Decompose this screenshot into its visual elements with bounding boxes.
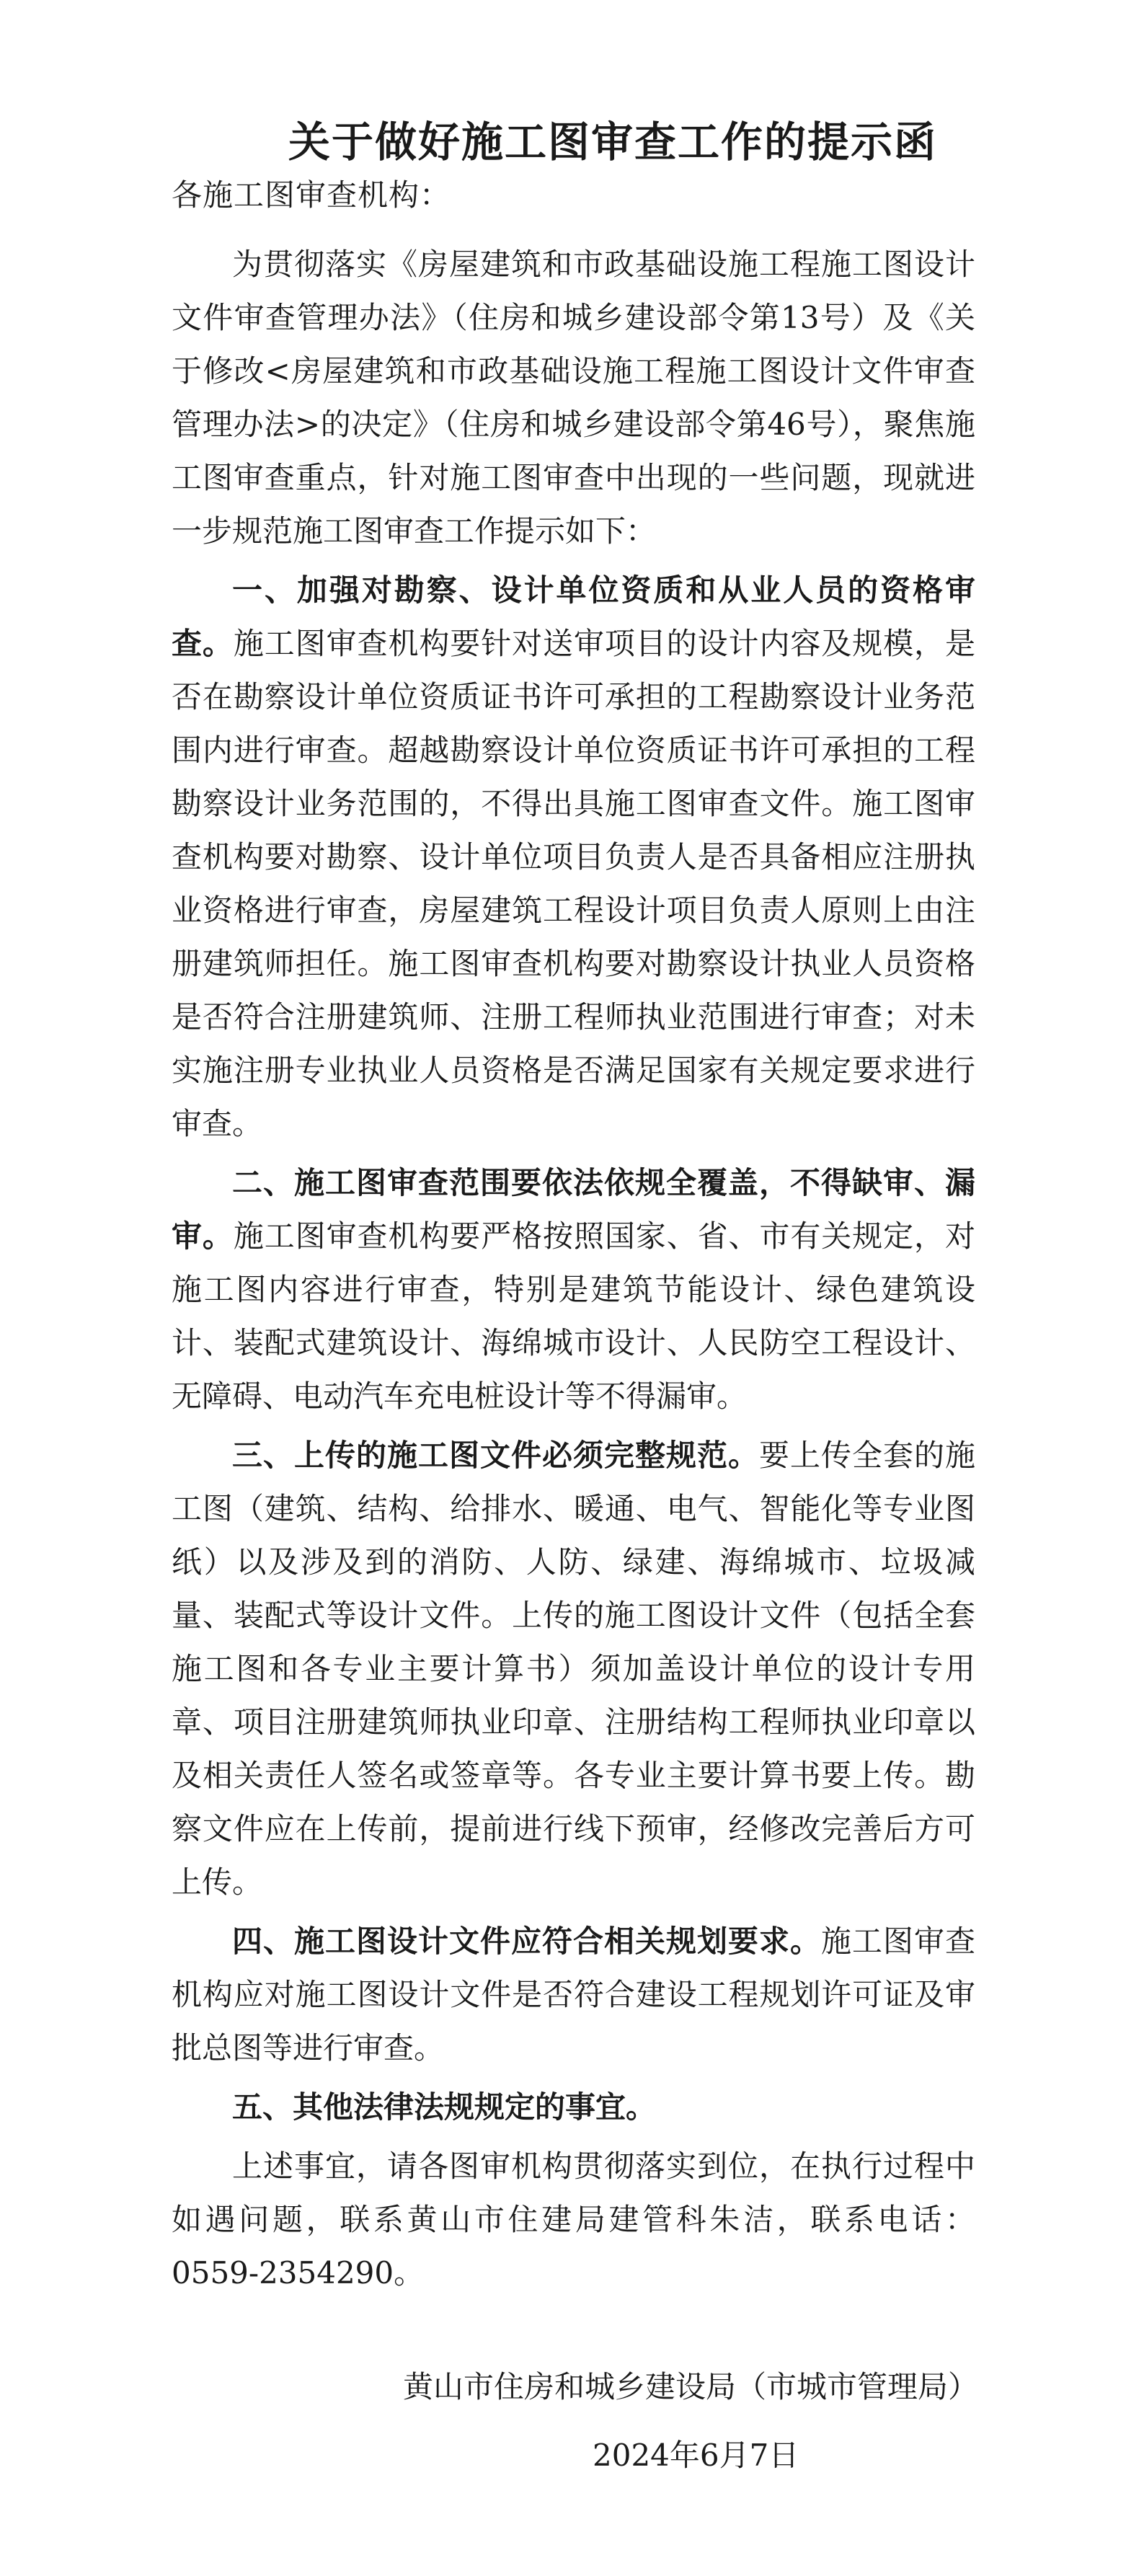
issue-date: 2024年6月7日 xyxy=(593,2438,799,2473)
section-paragraph-3 xyxy=(172,1429,975,1909)
document-title: 关于做好施工图审查工作的提示函 xyxy=(288,118,938,167)
section-text-2: 施工图审查机构要严格按照国家、省、市有关规定，对施工图内容进行审查，特别是建筑节能设计、绿色建筑设计、装配式建筑设计、海绵城市设计、人民防空工程设计、无障碍、电动汽车充电桩设计等不得漏审。 xyxy=(172,1218,975,1414)
section-paragraph-1 xyxy=(172,564,975,1151)
issuer-signature: 黄山市住房和城乡建设局（市城市管理局） xyxy=(402,2369,978,2404)
section-text-1: 施工图审查机构要针对送审项目的设计内容及规模，是否在勘察设计单位资质证书许可承担的工程勘察设计业务范围内进行审查。超越勘察设计单位资质证书许可承担的工程勘察设计业务范围的，不得出具施工图审查文件。施工图审查机构要对勘察、设计单位项目负责人是否具备相应注册执业资格进行审查，房屋建筑工程设计项目负责人原则上由注册建筑师担任。施工图审查机构要对勘察设计执业人员资格是否符合注册建筑师、注册工程师执业范围进行审查；对未实施注册专业执业人员资格是否满足国家有关规定要求进行审查。 xyxy=(172,626,975,1141)
section-heading-5: 五、其他法律法规规定的事宜。 xyxy=(232,2089,657,2125)
closing-paragraph: 上述事宜，请各图审机构贯彻落实到位，在执行过程中如遇问题，联系黄山市住建局建管科朱洁，联系电话：0559-2354290。 xyxy=(172,2148,975,2290)
section-paragraph-5 xyxy=(172,2081,975,2134)
intro-paragraph: 为贯彻落实《房屋建筑和市政基础设施工程施工图设计文件审查管理办法》（住房和城乡建设部令第13号）及《关于修改<房屋建筑和市政基础设施工程施工图设计文件审查管理办法>的决定》（住房和城乡建设部令第46号），聚焦施工图审查重点，针对施工图审查中出现的一些问题，现就进一步规范施工图审查工作提示如下： xyxy=(172,247,975,549)
section-heading-4: 四、施工图设计文件应符合相关规划要求。 xyxy=(232,1924,821,1959)
section-text-4: 施工图审查机构应对施工图设计文件是否符合建设工程规划许可证及审批总图等进行审查。 xyxy=(172,1924,975,2066)
section-heading-2: 二、施工图审查范围要依法依规全覆盖，不得缺审、漏审。 xyxy=(172,1165,975,1254)
section-paragraph-2 xyxy=(172,1156,975,1423)
section-heading-1: 一、加强对勘察、设计单位资质和从业人员的资格审查。 xyxy=(172,572,975,661)
document-body xyxy=(172,238,975,2300)
section-text-3: 要上传全套的施工图（建筑、结构、给排水、暖通、电气、智能化等专业图纸）以及涉及到的消防、人防、绿建、海绵城市、垃圾减量、装配式等设计文件。上传的施工图设计文件（包括全套施工图和各专业主要计算书）须加盖设计单位的设计专用章、项目注册建筑师执业印章、注册结构工程师执业印章以及相关责任人签名或签章等。各专业主要计算书要上传。勘察文件应在上传前，提前进行线下预审，经修改完善后方可上传。 xyxy=(172,1438,975,1900)
salutation: 各施工图审查机构： xyxy=(172,177,451,213)
section-heading-3: 三、上传的施工图文件必须完整规范。 xyxy=(232,1438,759,1473)
section-paragraph-4 xyxy=(172,1915,975,2075)
